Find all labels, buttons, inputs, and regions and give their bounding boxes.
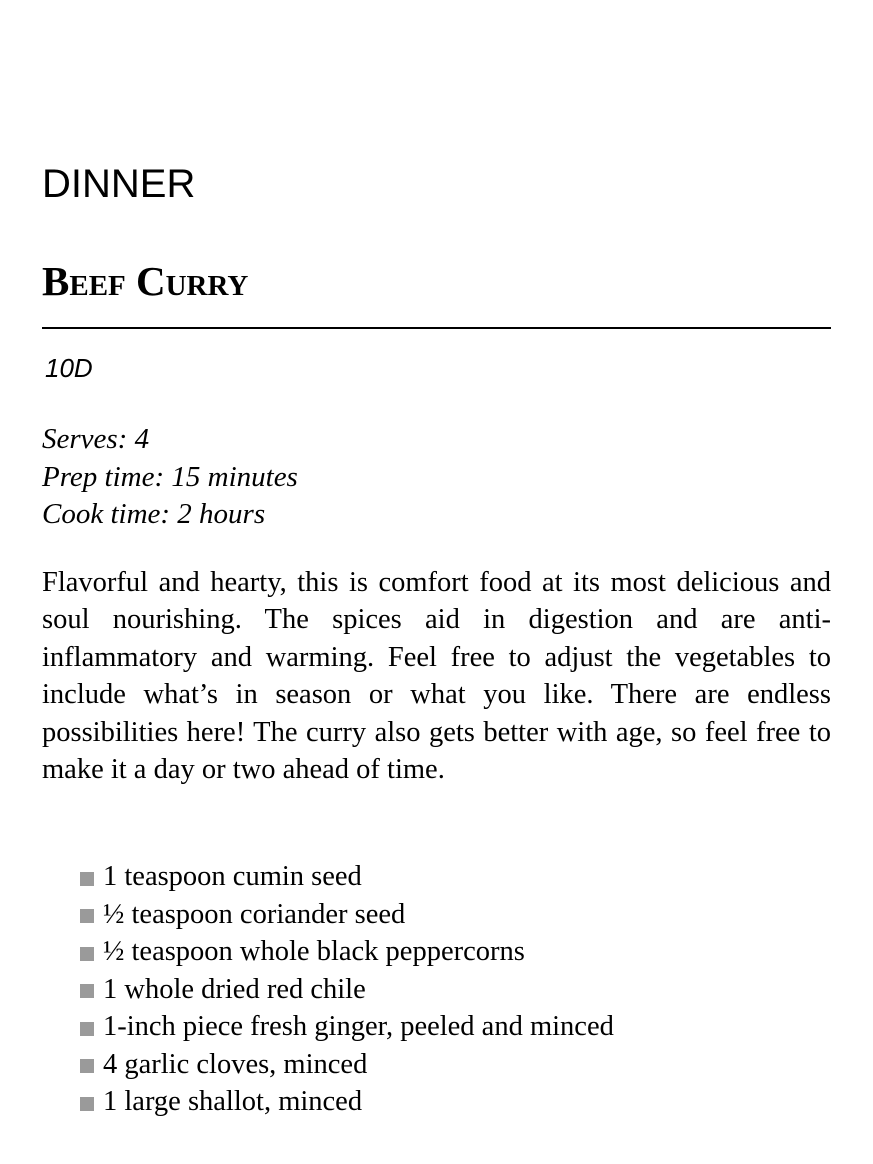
ingredient-text: 1-inch piece fresh ginger, peeled and minced bbox=[103, 1011, 614, 1042]
ingredient-text: 1 teaspoon cumin seed bbox=[103, 861, 362, 892]
list-item bbox=[80, 1008, 614, 1046]
square-bullet-icon bbox=[80, 1059, 94, 1073]
square-bullet-icon bbox=[80, 984, 94, 998]
list-item bbox=[80, 971, 614, 1009]
ingredient-text: ½ teaspoon whole black peppercorns bbox=[103, 936, 525, 967]
recipe-title: Beef Curry bbox=[42, 258, 249, 304]
square-bullet-icon bbox=[80, 872, 94, 886]
square-bullet-icon bbox=[80, 909, 94, 923]
recipe-meta bbox=[42, 421, 298, 534]
recipe-code: 10D bbox=[45, 353, 93, 383]
ingredient-text: ½ teaspoon coriander seed bbox=[103, 898, 406, 930]
prep-time-text: Prep time: 15 minutes bbox=[42, 460, 298, 493]
list-item bbox=[80, 858, 614, 896]
square-bullet-icon bbox=[80, 1022, 94, 1036]
ingredient-list bbox=[80, 858, 614, 1121]
square-bullet-icon bbox=[80, 947, 94, 961]
ingredient-text: 1 large shallot, minced bbox=[103, 1086, 363, 1117]
list-item bbox=[80, 1046, 614, 1084]
title-divider bbox=[42, 327, 831, 329]
section-heading: DINNER bbox=[42, 162, 196, 206]
list-item bbox=[80, 896, 614, 934]
ingredient-text: 1 whole dried red chile bbox=[103, 973, 366, 1005]
ingredient-text: 4 garlic cloves, minced bbox=[103, 1048, 368, 1080]
recipe-intro: Flavorful and hearty, this is comfort food at its most delicious and soul nourishing. The spices aid in digestion and are anti-inflammatory and warming. Feel free to adjust the vegetables to include what’s in season or what you like. There are endless possibilities here! The curry also gets better with age, so feel free to make it a day or two ahead of time. bbox=[42, 567, 831, 786]
list-item bbox=[80, 1083, 614, 1121]
list-item bbox=[80, 933, 614, 971]
cook-time-text: Cook time: 2 hours bbox=[42, 498, 266, 530]
square-bullet-icon bbox=[80, 1097, 94, 1111]
serves-text: Serves: 4 bbox=[42, 423, 150, 455]
